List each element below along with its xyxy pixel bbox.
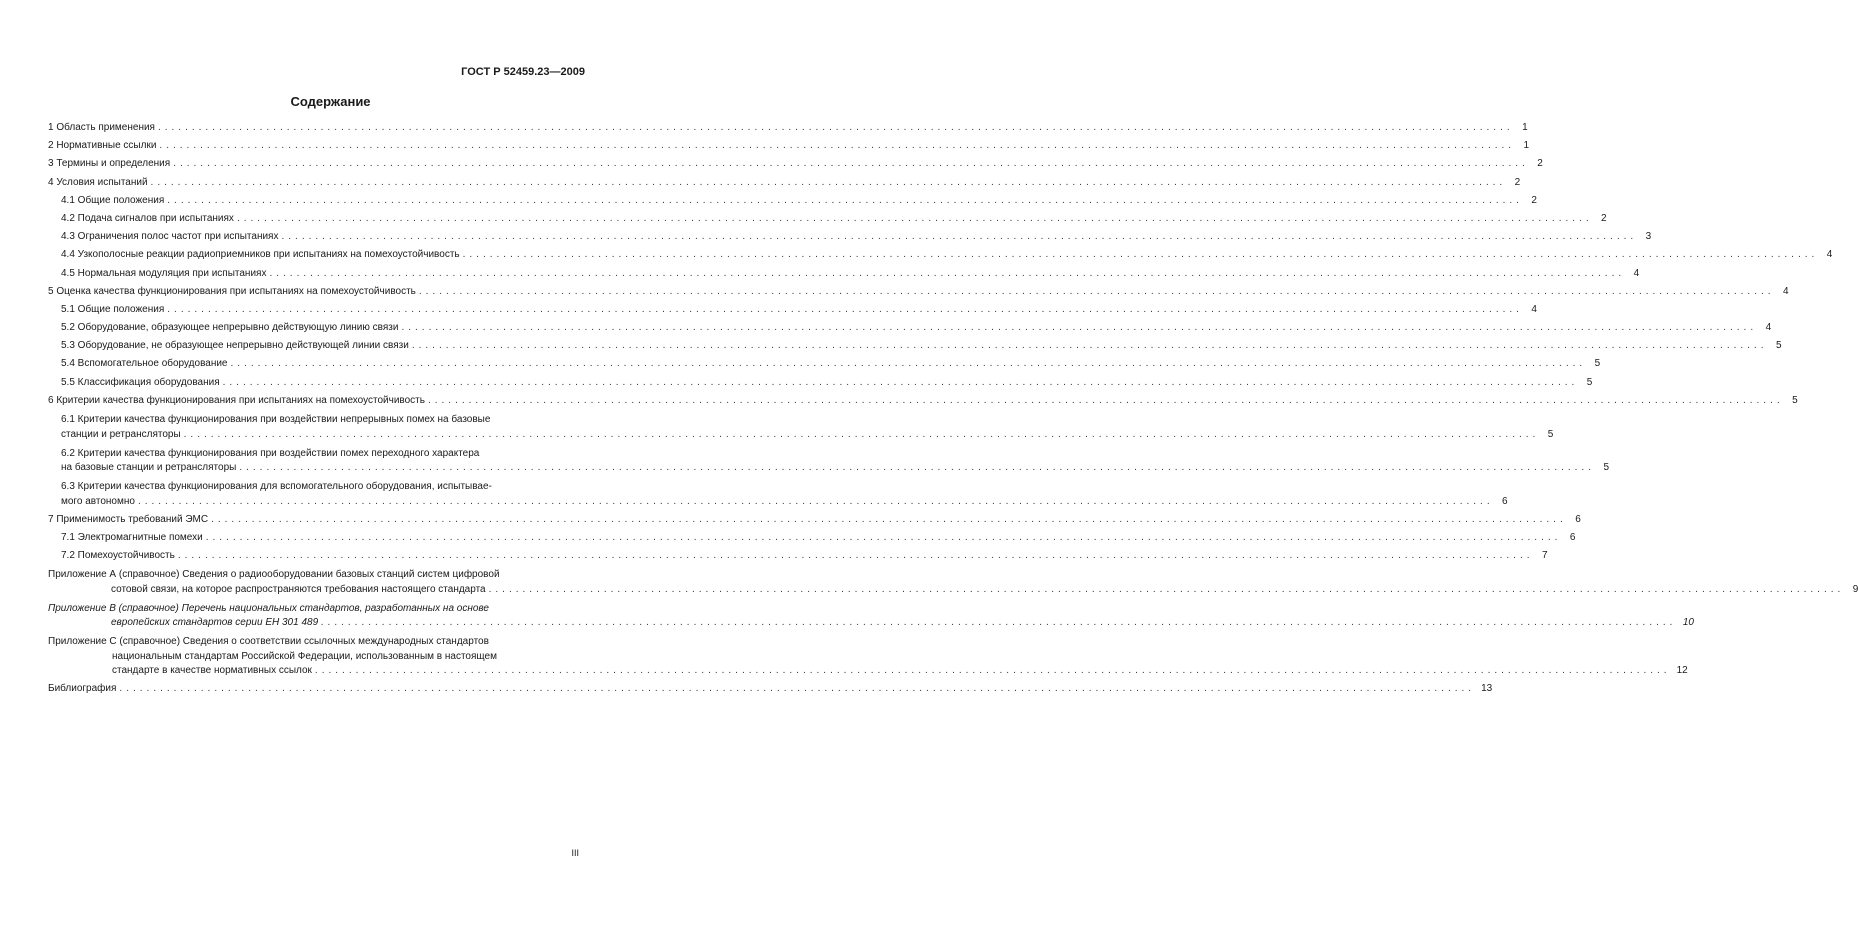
leader-dots: ........................................................................................................................................................................................................: [488, 583, 1845, 595]
leader-dots: ........................................................................................................................................................................................................: [281, 231, 1638, 243]
leader-dots: ........................................................................................................................................................................................................: [222, 376, 1579, 388]
annex-entry-b[interactable]: [48, 601, 1694, 631]
toc-page-number: 6: [1502, 495, 1508, 507]
toc-entry-text: мого автономно: [61, 495, 135, 507]
toc-entry-text: 6.1 Критерии качества функционирования при воздействии непрерывных помех на базовые: [61, 414, 491, 425]
toc-page-number: 3: [1645, 231, 1652, 243]
leader-dots: ........................................................................................................................................................................................................: [418, 285, 1775, 297]
toc-entry-text: Приложение С (справочное) Сведения о соответствии ссылочных международных стандартов: [48, 636, 489, 648]
toc-subentry[interactable]: [48, 446, 1609, 476]
toc-entry[interactable]: [48, 139, 1530, 157]
toc-page-number: 4: [1782, 285, 1789, 297]
toc-page-number: 5: [1775, 340, 1782, 352]
toc-entry-text: 2 Нормативные ссылки: [48, 140, 157, 152]
toc-subentry[interactable]: [48, 230, 1652, 248]
toc-entry-text: станции и ретрансляторы: [61, 428, 181, 440]
toc-subentry[interactable]: [48, 212, 1607, 230]
page-title: Содержание: [290, 94, 371, 109]
toc-page-number: 2: [1601, 212, 1607, 224]
table-of-contents: [48, 121, 1858, 700]
toc-entry[interactable]: [48, 157, 1543, 175]
toc-entry[interactable]: [48, 176, 1521, 194]
toc-page-number: 5: [1792, 394, 1798, 406]
toc-entry[interactable]: [48, 513, 1581, 531]
toc-entry-text: 7.1 Электромагнитные помехи: [61, 531, 203, 543]
leader-dots: ........................................................................................................................................................................................................: [427, 394, 1784, 406]
toc-page-number: 1: [1522, 122, 1528, 133]
toc-page-number: 1: [1523, 140, 1530, 152]
leader-dots: ........................................................................................................................................................................................................: [137, 495, 1494, 507]
toc-entry-text: национальным стандартам Российской Федерации, использованным в настоящем: [112, 650, 497, 662]
leader-dots: ........................................................................................................................................................................................................: [119, 683, 1476, 695]
toc-subentry[interactable]: [48, 321, 1772, 339]
toc-subentry[interactable]: [48, 531, 1576, 549]
toc-entry-text: 5 Оценка качества функционирования при испытаниях на помехоустойчивость: [48, 285, 416, 297]
toc-page-number: 6: [1569, 531, 1576, 543]
toc-entry-text: Библиография: [48, 683, 117, 695]
toc-entry-text: 4.3 Ограничения полос частот при испытаниях: [61, 231, 279, 243]
toc-entry-text: на базовые станции и ретрансляторы: [61, 462, 237, 473]
toc-entry-text: 6.3 Критерии качества функционирования для вспомогательного оборудования, испытывае-: [61, 481, 492, 492]
leader-dots: ........................................................................................................................................................................................................: [321, 617, 1677, 629]
toc-subentry[interactable]: [48, 479, 1508, 509]
toc-subentry[interactable]: [48, 339, 1782, 357]
toc-page-number: 2: [1531, 194, 1537, 206]
toc-entry[interactable]: [48, 285, 1789, 303]
toc-entry[interactable]: [48, 394, 1798, 412]
toc-page-number: 5: [1586, 376, 1593, 388]
toc-entry-text: 5.1 Общие положения: [61, 303, 165, 315]
toc-page-number: 5: [1603, 462, 1609, 473]
toc-page-number: 10: [1682, 617, 1694, 629]
toc-entry-text: 5.5 Классификация оборудования: [61, 376, 220, 388]
toc-entry-text: Приложение А (справочное) Сведения о радиооборудовании базовых станций систем цифровой: [48, 569, 500, 581]
toc-subentry[interactable]: [48, 357, 1601, 375]
bibliography-entry[interactable]: [48, 682, 1493, 700]
toc-entry-text: 7.2 Помехоустойчивость: [61, 549, 175, 561]
toc-entry-text: сотовой связи, на которое распространяются требования настоящего стандарта: [111, 583, 486, 595]
page-number: III: [571, 848, 579, 858]
leader-dots: ........................................................................................................................................................................................................: [230, 358, 1587, 370]
leader-dots: ........................................................................................................................................................................................................: [462, 249, 1819, 261]
toc-page-number: 5: [1594, 358, 1601, 370]
toc-page-number: 2: [1514, 176, 1521, 188]
toc-entry-text: 3 Термины и определения: [48, 158, 171, 170]
leader-dots: ........................................................................................................................................................................................................: [211, 513, 1567, 525]
standard-code: ГОСТ Р 52459.23—2009: [461, 66, 585, 78]
leader-dots: ........................................................................................................................................................................................................: [157, 122, 1514, 133]
toc-entry-text: 7 Применимость требований ЭМС: [48, 513, 209, 525]
toc-subentry[interactable]: [48, 412, 1554, 442]
leader-dots: ........................................................................................................................................................................................................: [205, 531, 1562, 543]
toc-subentry[interactable]: [48, 267, 1640, 285]
annex-entry-a[interactable]: [48, 567, 1858, 597]
toc-page-number: 4: [1633, 267, 1640, 279]
toc-page-number: 4: [1826, 249, 1833, 261]
toc-subentry[interactable]: [48, 303, 1537, 321]
leader-dots: ........................................................................................................................................................................................................: [236, 212, 1593, 224]
toc-page-number: 5: [1547, 428, 1554, 440]
toc-entry-text: 5.4 Вспомогательное оборудование: [61, 358, 228, 370]
toc-entry-text: 4.2 Подача сигналов при испытаниях: [61, 212, 234, 224]
toc-entry-text: 4.5 Нормальная модуляция при испытаниях: [61, 267, 267, 279]
toc-page-number: 4: [1765, 322, 1772, 334]
toc-entry-text: Приложение В (справочное) Перечень национальных стандартов, разработанных на основе: [48, 602, 489, 614]
leader-dots: ........................................................................................................................................................................................................: [314, 665, 1671, 677]
toc-page-number: 7: [1541, 549, 1548, 561]
toc-page-number: 2: [1537, 158, 1543, 170]
toc-entry-text: 5.3 Оборудование, не образующее непрерывно действующей линии связи: [61, 340, 409, 352]
leader-dots: ........................................................................................................................................................................................................: [269, 267, 1626, 279]
toc-entry-text: 4.4 Узкополосные реакции радиоприемников при испытаниях на помехоустойчивость: [61, 249, 460, 261]
toc-entry-text: стандарте в качестве нормативных ссылок: [112, 665, 312, 677]
leader-dots: ........................................................................................................................................................................................................: [159, 140, 1516, 152]
toc-entry[interactable]: [48, 121, 1528, 139]
leader-dots: ........................................................................................................................................................................................................: [167, 303, 1523, 315]
toc-entry-text: 6 Критерии качества функционирования при испытаниях на помехоустойчивость: [48, 394, 425, 406]
toc-entry-text: 6.2 Критерии качества функционирования при воздействии помех переходного характера: [61, 447, 480, 459]
toc-entry-text: 5.2 Оборудование, образующее непрерывно действующую линию связи: [61, 322, 399, 334]
toc-page-number: 4: [1531, 303, 1537, 315]
toc-page-number: 9: [1852, 583, 1858, 595]
leader-dots: ........................................................................................................................................................................................................: [411, 340, 1768, 352]
toc-page-number: 12: [1676, 665, 1688, 677]
leader-dots: ........................................................................................................................................................................................................: [183, 428, 1540, 440]
leader-dots: ........................................................................................................................................................................................................: [177, 549, 1534, 561]
toc-subentry[interactable]: [48, 549, 1548, 567]
toc-page-number: 13: [1481, 683, 1493, 695]
leader-dots: ........................................................................................................................................................................................................: [150, 176, 1507, 188]
leader-dots: ........................................................................................................................................................................................................: [173, 158, 1529, 170]
toc-subentry[interactable]: [48, 194, 1537, 212]
annex-entry-c[interactable]: [48, 634, 1688, 679]
toc-subentry[interactable]: [48, 376, 1593, 394]
leader-dots: ........................................................................................................................................................................................................: [401, 322, 1758, 334]
toc-entry-text: 1 Область применения: [48, 122, 155, 133]
toc-entry-text: европейских стандартов серии ЕН 301 489: [111, 617, 319, 629]
toc-entry-text: 4 Условия испытаний: [48, 176, 148, 188]
leader-dots: ........................................................................................................................................................................................................: [167, 194, 1523, 206]
toc-entry-text: 4.1 Общие положения: [61, 194, 165, 206]
toc-page-number: 6: [1575, 513, 1581, 525]
toc-subentry[interactable]: [48, 248, 1833, 266]
leader-dots: ........................................................................................................................................................................................................: [239, 462, 1595, 473]
